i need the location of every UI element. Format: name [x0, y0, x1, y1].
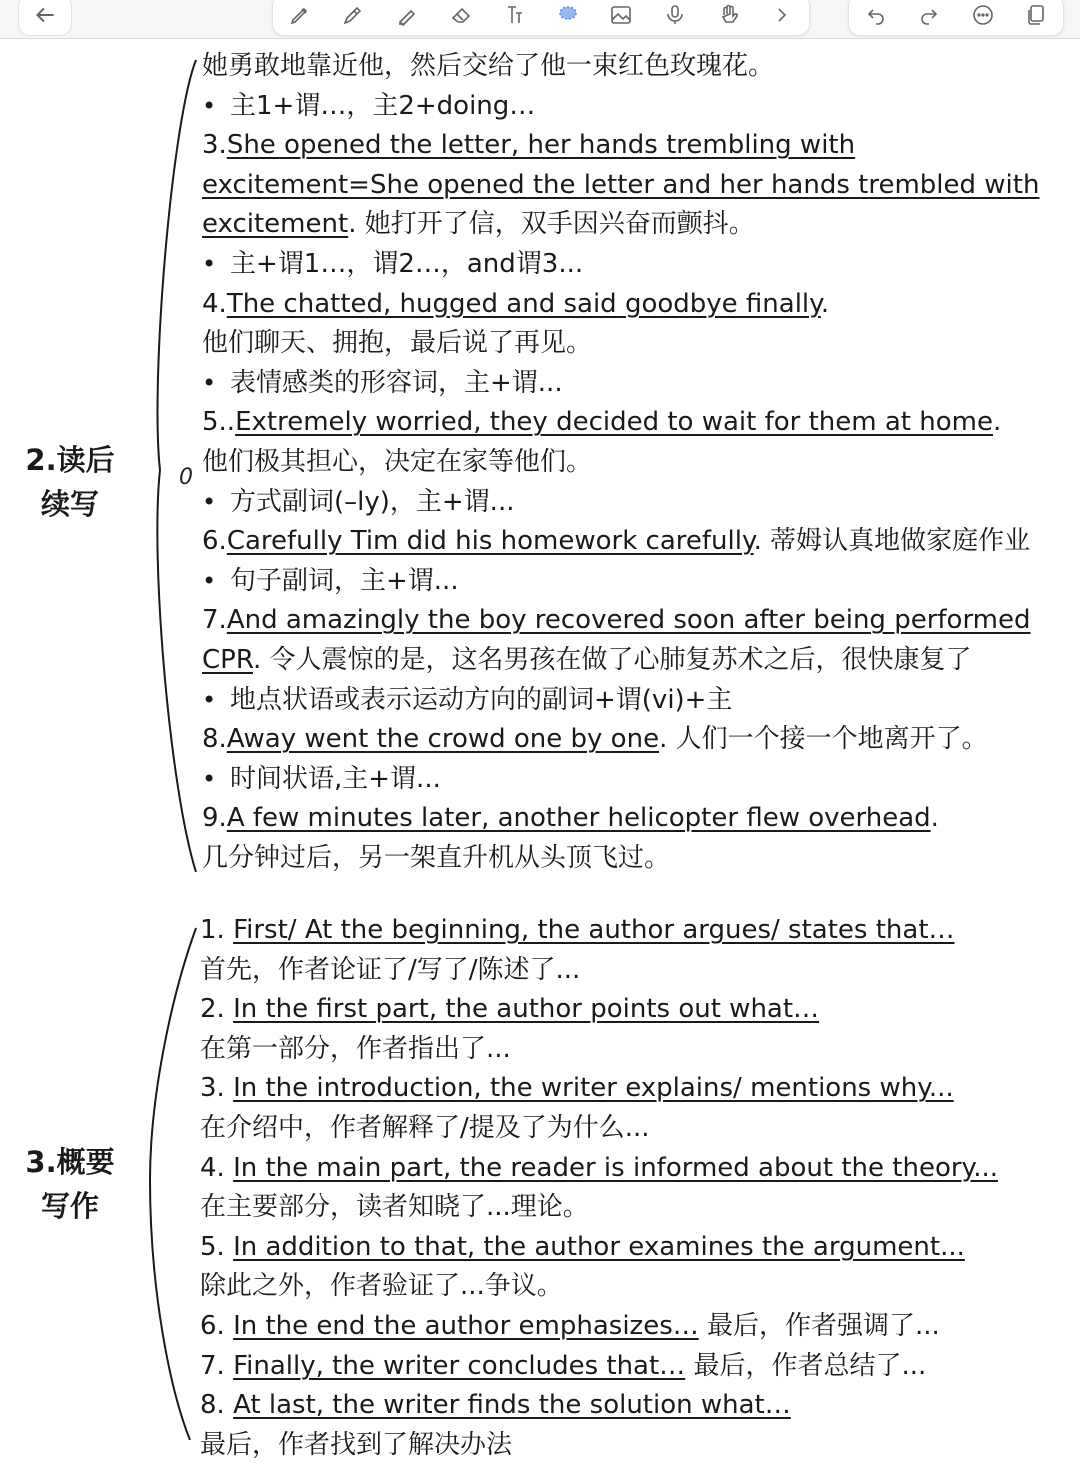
line-text: 他们极其担心，决定在家等他们。	[202, 446, 593, 477]
chevron-right-icon	[770, 3, 794, 27]
undo-icon	[864, 3, 888, 27]
line-text: 在介绍中，作者解释了/提及了为什么...	[200, 1112, 650, 1143]
line-text: .	[992, 407, 1002, 438]
note-line	[202, 522, 1072, 562]
pencil-tool-button[interactable]	[336, 0, 370, 32]
underlined-example: In the introduction, the writer explains/ mentions why...	[233, 1073, 954, 1104]
more-icon	[971, 3, 995, 27]
line-text: 首先，作者论证了/写了/陈述了...	[200, 954, 581, 985]
image-tool-button[interactable]	[604, 0, 638, 32]
microphone-tool-button[interactable]	[658, 0, 692, 32]
more-options-button[interactable]	[966, 0, 1000, 32]
hand-icon	[717, 3, 741, 27]
lasso-tool-button[interactable]	[551, 0, 585, 32]
line-text: . 人们一个接一个地离开了。	[659, 724, 988, 755]
underlined-example: A few minutes later, another helicopter flew overhead	[226, 803, 931, 834]
underlined-example: At last, the writer finds the solution what…	[233, 1390, 791, 1421]
note-line	[200, 911, 1070, 951]
line-prefix: 7.	[200, 1350, 234, 1381]
line-text: 最后，作者强调了...	[698, 1310, 940, 1341]
line-prefix: 表情感类的形容词，主+谓...	[230, 367, 563, 398]
line-prefix: 主1+谓…，主2+doing…	[230, 90, 536, 121]
section-3-content	[200, 911, 1070, 1465]
line-prefix: 主+谓1…，谓2…，and谓3...	[230, 248, 584, 279]
underlined-example: In the main part, the reader is informed about the theory...	[233, 1152, 999, 1183]
microphone-icon	[663, 3, 687, 27]
bullet-item	[202, 760, 1072, 800]
undo-button[interactable]	[859, 0, 893, 32]
line-text: . 令人震惊的是，这名男孩在做了心肺复苏术之后，很快康复了	[252, 644, 972, 675]
underlined-example: The chatted, hugged and said goodbye finally	[226, 288, 821, 319]
underlined-example: excitement=She opened the letter and her hands trembled with	[202, 169, 1040, 200]
redo-button[interactable]	[912, 0, 946, 32]
line-prefix: 4.	[200, 1152, 234, 1183]
note-line	[202, 324, 1072, 364]
underlined-example: First/ At the beginning, the author argues/ states that…	[233, 915, 955, 945]
note-line	[202, 126, 1072, 166]
line-text: 他们聊天、拥抱，最后说了再见。	[202, 328, 593, 359]
note-line	[200, 1426, 1070, 1465]
underlined-example: excitement	[202, 209, 349, 240]
pen-icon	[288, 3, 312, 27]
note-line	[200, 1030, 1070, 1070]
note-line	[200, 1267, 1070, 1307]
section-2-label: 2.读后 续写	[25, 443, 115, 521]
text-tool-button[interactable]	[497, 0, 531, 32]
line-text: 在第一部分，作者指出了...	[200, 1033, 511, 1064]
pen-tool-button[interactable]	[283, 0, 317, 32]
note-line	[200, 1069, 1070, 1109]
section-3-label: 3.概要 写作	[25, 1145, 115, 1223]
line-prefix: 3.	[200, 1073, 234, 1104]
bullet-item	[202, 364, 1072, 404]
highlighter-icon	[395, 3, 419, 27]
line-prefix: 1.	[200, 915, 234, 945]
note-line	[202, 799, 1072, 839]
note-line	[202, 839, 1072, 879]
note-line	[200, 1386, 1070, 1426]
line-text: 几分钟过后，另一架直升机从头顶飞过。	[202, 842, 671, 873]
note-line	[202, 47, 1072, 87]
underlined-example: Extremely worried, they decided to wait for them at home	[235, 407, 993, 438]
line-prefix: 8.	[200, 1390, 234, 1421]
margin-mark: 0	[179, 465, 193, 490]
line-text: . 蒂姆认真地做家庭作业	[753, 526, 1031, 557]
line-text: 最后，作者总结了...	[685, 1350, 927, 1381]
note-line	[202, 641, 1072, 681]
more-tools-button[interactable]	[765, 0, 799, 32]
section-2-content	[202, 47, 1072, 878]
line-prefix: 4.	[202, 288, 227, 319]
line-prefix: 地点状语或表示运动方向的副词+谓(vi)+主	[230, 684, 733, 715]
line-prefix: 6.	[200, 1310, 234, 1341]
edit-actions	[848, 0, 1064, 36]
line-prefix: 9.	[202, 803, 227, 834]
bullet-item	[202, 681, 1072, 721]
note-line	[200, 1307, 1070, 1347]
underlined-example: CPR	[202, 644, 253, 675]
line-text: 除此之外，作者验证了...争议。	[200, 1271, 563, 1302]
underlined-example: In the end the author emphasizes…	[233, 1310, 699, 1341]
note-line	[202, 720, 1072, 760]
note-line	[202, 166, 1072, 206]
note-line	[202, 205, 1072, 245]
note-line	[200, 951, 1070, 991]
line-text: .	[820, 288, 830, 319]
underlined-example: And amazingly the boy recovered soon after being performed	[226, 605, 1031, 636]
note-line	[202, 285, 1072, 325]
line-text: 她勇敢地靠近他，然后交给了他一束红色玫瑰花。	[202, 51, 775, 81]
bullet-item	[202, 87, 1072, 127]
line-prefix: 6.	[202, 526, 227, 557]
bullet-item	[202, 245, 1072, 285]
line-prefix: 5..	[202, 407, 236, 438]
line-prefix: 句子副词，主+谓...	[230, 565, 459, 596]
underlined-example: Finally, the writer concludes that…	[233, 1350, 686, 1381]
underlined-example: Carefully Tim did his homework carefully	[226, 526, 754, 557]
note-line	[202, 601, 1072, 641]
line-prefix: 3.	[202, 130, 227, 161]
underlined-example: In the first part, the author points out what…	[233, 994, 820, 1025]
hand-tool-button[interactable]	[712, 0, 746, 32]
line-prefix: 2.	[200, 994, 234, 1025]
bullet-item	[202, 562, 1072, 602]
tool-palette	[272, 0, 810, 36]
line-text: .	[930, 803, 939, 834]
line-prefix: 8.	[202, 724, 227, 755]
image-icon	[609, 3, 633, 27]
line-text: 最后，作者找到了解决办法	[200, 1429, 513, 1460]
line-text: . 她打开了信，双手因兴奋而颤抖。	[348, 209, 755, 240]
eraser-icon	[449, 3, 473, 27]
text-tool-icon	[502, 3, 526, 27]
underlined-example: Away went the crowd one by one	[226, 724, 660, 755]
underlined-example: In addition to that, the author examines the argument...	[233, 1231, 965, 1262]
note-line	[200, 1149, 1070, 1189]
bullet-item	[202, 483, 1072, 523]
line-prefix: 时间状语,主+谓...	[230, 763, 441, 794]
note-line	[200, 1109, 1070, 1149]
note-line	[202, 403, 1072, 443]
note-line	[200, 1188, 1070, 1228]
brace-section-3	[150, 928, 196, 1440]
highlighter-tool-button[interactable]	[390, 0, 424, 32]
pencil-icon	[341, 3, 365, 27]
underlined-example: She opened the letter, her hands trembling with	[226, 130, 856, 161]
note-line	[200, 990, 1070, 1030]
line-prefix: 5.	[200, 1231, 234, 1262]
line-prefix: 7.	[202, 605, 227, 636]
pages-button[interactable]	[1019, 0, 1053, 32]
note-line	[200, 1228, 1070, 1268]
line-prefix: 方式副词(–ly)，主+谓...	[230, 486, 515, 517]
line-text: 在主要部分，读者知晓了...理论。	[200, 1192, 589, 1223]
lasso-icon	[556, 3, 580, 27]
pages-icon	[1024, 3, 1048, 27]
eraser-tool-button[interactable]	[444, 0, 478, 32]
redo-icon	[917, 3, 941, 27]
note-line	[202, 443, 1072, 483]
note-line	[200, 1347, 1070, 1387]
